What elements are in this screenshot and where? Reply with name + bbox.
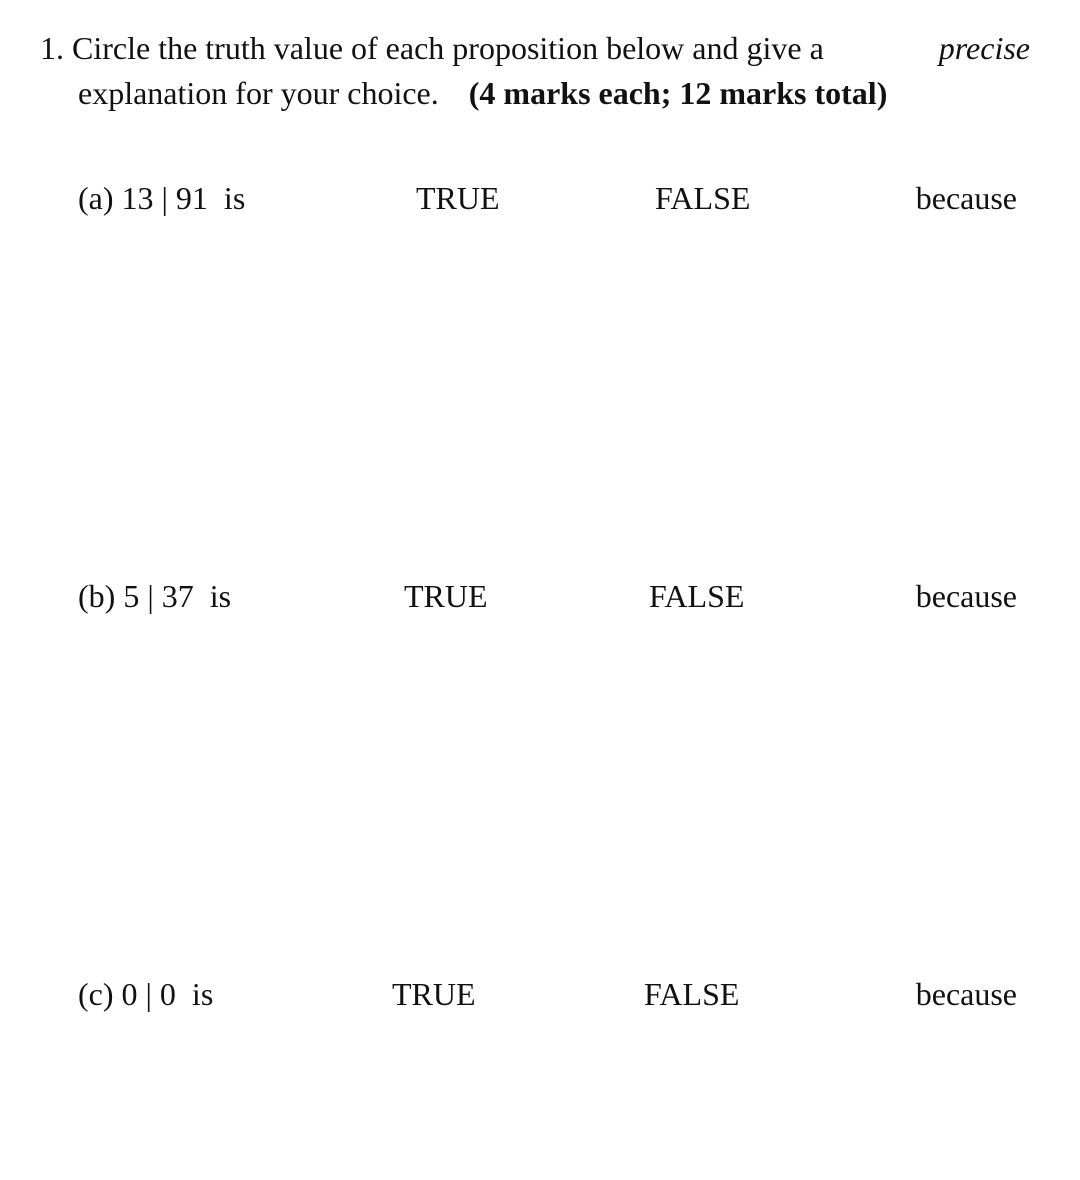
part-a — [0, 173, 1080, 223]
proposition: 13 | 91 — [121, 180, 208, 216]
part-c — [0, 969, 1080, 1019]
part-label — [78, 173, 245, 223]
marks-info: (4 marks each; 12 marks total) — [468, 75, 888, 111]
proposition: 5 | 37 — [123, 578, 194, 614]
false-option[interactable]: FALSE — [649, 578, 745, 614]
true-option[interactable]: TRUE — [416, 180, 500, 216]
because-label: because — [915, 578, 1017, 614]
part-letter: (c) — [78, 976, 114, 1012]
question-number: 1. — [40, 30, 64, 66]
question-line-1 — [40, 26, 1030, 71]
question-text-2: explanation for your choice. — [78, 75, 439, 111]
question-1 — [40, 26, 1030, 116]
part-b — [0, 571, 1080, 621]
false-option[interactable]: FALSE — [644, 976, 740, 1012]
emphasis-precise: precise — [938, 30, 1030, 66]
is-word: is — [223, 180, 246, 216]
is-word: is — [209, 578, 232, 614]
part-label — [78, 969, 213, 1019]
false-option[interactable]: FALSE — [655, 180, 751, 216]
is-word: is — [191, 976, 214, 1012]
part-letter: (b) — [78, 578, 116, 614]
question-text: Circle the truth value of each proposition below and give a — [72, 30, 824, 66]
question-line-2 — [40, 71, 1030, 116]
part-label — [78, 571, 231, 621]
part-letter: (a) — [78, 180, 114, 216]
true-option[interactable]: TRUE — [392, 976, 476, 1012]
proposition: 0 | 0 — [121, 976, 176, 1012]
true-option[interactable]: TRUE — [404, 578, 488, 614]
because-label: because — [915, 180, 1017, 216]
question-text-1 — [40, 26, 824, 71]
because-label: because — [915, 976, 1017, 1012]
